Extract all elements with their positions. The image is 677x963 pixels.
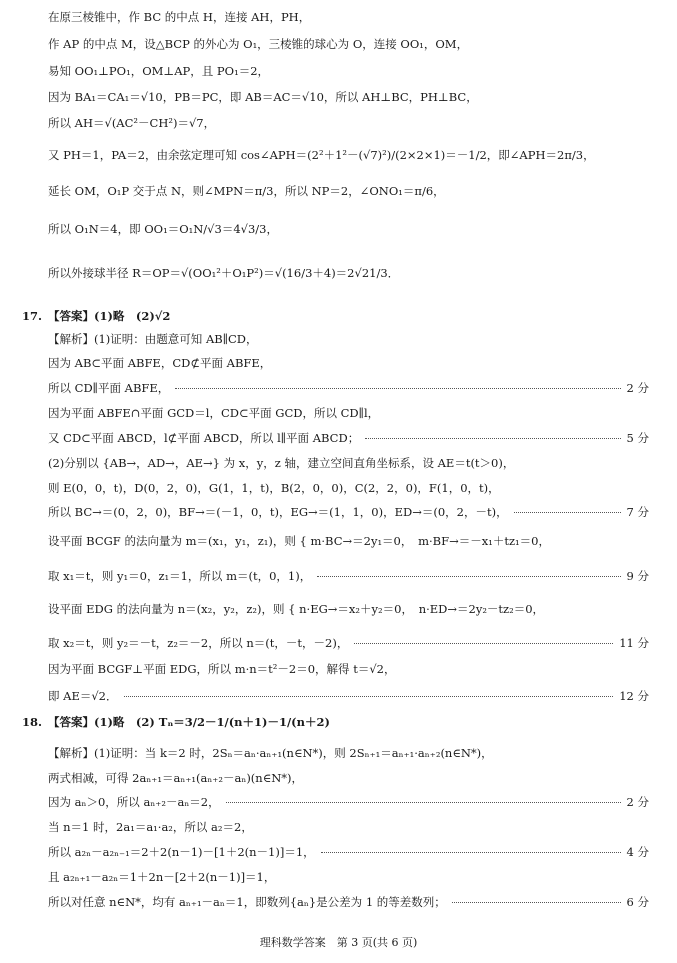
line-text: 所以 AH＝√(AC²－CH²)＝√7， [48, 116, 216, 130]
line-text: 所以 BC→＝(0，2，0)，BF→＝(－1，0，t)，EG→＝(1，1，0)，ED→＝(0，2，－t)， [48, 505, 508, 519]
line-text: 两式相减，可得 2aₙ₊₁＝aₙ₊₁(aₙ₊₂－aₙ)(n∈N*)， [48, 771, 304, 785]
line-text: 所以 CD∥平面 ABFE， [48, 381, 170, 395]
text-line [0, 328, 677, 350]
line-text: 【解析】(1)证明：由题意可知 AB∥CD， [48, 332, 258, 346]
text-line [0, 86, 677, 108]
line-text: 当 n＝1 时，2a₁＝a₁·a₂，所以 a₂＝2， [48, 820, 253, 834]
text-line [0, 33, 677, 55]
line-text: 【解析】(1)证明：当 k＝2 时，2Sₙ＝aₙ·aₙ₊₁(n∈N*)，则 2Sₙ₊₁＝aₙ₊₁·aₙ₊₂(n∈N*)， [48, 746, 493, 760]
line-text: 又 CD⊂平面 ABCD，l⊄平面 ABCD，所以 l∥平面 ABCD； [48, 431, 360, 445]
text-line [0, 501, 677, 523]
text-line [0, 685, 677, 707]
line-text: 则 E(0，0，t)，D(0，2，0)，G(1，1，t)，B(2，0，0)，C(2，2，0)，F(1，0，t)， [48, 481, 500, 495]
text-line [0, 711, 677, 733]
text-line [0, 180, 677, 202]
line-text: 因为 aₙ＞0，所以 aₙ₊₂－aₙ＝2， [48, 795, 220, 809]
score-label: 5 分 [626, 431, 649, 445]
question-number: 17. [22, 309, 43, 323]
dotted-leader [317, 576, 620, 577]
text-line [0, 262, 677, 284]
question-number: 18. [22, 715, 43, 729]
score-label: 11 分 [619, 636, 649, 650]
text-line [0, 791, 677, 813]
dotted-leader [514, 512, 621, 513]
line-text: 设平面 EDG 的法向量为 n＝(x₂，y₂，z₂)，则 { n·EG→＝x₂＋y₂＝0， n·ED→＝2y₂－tz₂＝0， [48, 602, 545, 616]
score-label: 2 分 [626, 381, 649, 395]
text-line [0, 632, 677, 654]
line-text: 在原三棱锥中，作 BC 的中点 H，连接 AH，PH， [48, 10, 311, 24]
line-text: 取 x₂＝t，则 y₂＝－t，z₂＝－2，所以 n＝(t，－t，－2)， [48, 636, 349, 650]
line-text: 延长 OM，O₁P 交于点 N，则∠MPN＝π/3，所以 NP＝2，∠ONO₁＝π/6， [48, 184, 445, 198]
score-label: 2 分 [626, 795, 649, 809]
text-line [0, 891, 677, 913]
text-line [0, 841, 677, 863]
text-line [0, 866, 677, 888]
text-line [0, 144, 677, 166]
line-text: 所以外接球半径 R＝OP＝√(OO₁²＋O₁P²)＝√(16/3＋4)＝2√21/3． [48, 266, 400, 280]
text-line [0, 352, 677, 374]
text-line [0, 305, 677, 327]
text-line [0, 477, 677, 499]
text-line [0, 6, 677, 28]
dotted-leader [452, 902, 621, 903]
line-text: 即 AE＝√2． [48, 689, 118, 703]
text-line [0, 598, 677, 620]
line-text: 且 a₂ₙ₊₁－a₂ₙ＝1＋2n－[2＋2(n－1)]＝1， [48, 870, 276, 884]
dotted-leader [321, 852, 621, 853]
line-text: 设平面 BCGF 的法向量为 m＝(x₁，y₁，z₁)，则 { m·BC→＝2y₁＝0， m·BF→＝－x₁＋tz₁＝0， [48, 534, 550, 548]
line-text: 作 AP 的中点 M，设△BCP 的外心为 O₁，三棱锥的球心为 O，连接 OO₁，OM， [48, 37, 469, 51]
line-text: 所以对任意 n∈N*，均有 aₙ₊₁－aₙ＝1，即数列{aₙ}是公差为 1 的等差数列； [48, 895, 446, 909]
text-line [0, 816, 677, 838]
text-line [0, 112, 677, 134]
dotted-leader [124, 696, 614, 697]
line-text: 所以 O₁N＝4，即 OO₁＝O₁N/√3＝4√3/3， [48, 222, 278, 236]
text-line [0, 402, 677, 424]
line-text: 所以 a₂ₙ－a₂ₙ₋₁＝2＋2(n－1)－[1＋2(n－1)]＝1， [48, 845, 315, 859]
dotted-leader [354, 643, 613, 644]
line-text: (2)分别以 {AB→，AD→，AE→} 为 x，y，z 轴，建立空间直角坐标系，设 AE＝t(t＞0)， [48, 456, 515, 470]
score-label: 4 分 [626, 845, 649, 859]
text-line [0, 565, 677, 587]
text-line [0, 452, 677, 474]
text-line [0, 218, 677, 240]
text-line [0, 530, 677, 552]
page-footer: 理科数学答案 第 3 页(共 6 页) [259, 936, 418, 949]
line-text: 因为平面 BCGF⊥平面 EDG，所以 m·n＝t²－2＝0，解得 t＝√2， [48, 662, 396, 676]
text-line [0, 427, 677, 449]
score-label: 7 分 [626, 505, 649, 519]
text-line [0, 742, 677, 764]
score-label: 12 分 [619, 689, 649, 703]
line-text: 因为平面 ABFE∩平面 GCD＝l，CD⊂平面 GCD，所以 CD∥l， [48, 406, 380, 420]
line-text: 【答案】(1)略 (2)√2 [48, 309, 171, 323]
line-text: 因为 BA₁＝CA₁＝√10，PB＝PC，即 AB＝AC＝√10，所以 AH⊥BC，PH⊥BC， [48, 90, 478, 104]
line-text: 因为 AB⊂平面 ABFE，CD⊄平面 ABFE， [48, 356, 272, 370]
text-line [0, 658, 677, 680]
dotted-leader [226, 802, 621, 803]
text-line [0, 767, 677, 789]
line-text: 易知 OO₁⊥PO₁，OM⊥AP，且 PO₁＝2， [48, 64, 270, 78]
text-line [0, 377, 677, 399]
line-text: 【答案】(1)略 (2) Tₙ＝3/2－1/(n＋1)－1/(n＋2) [48, 715, 330, 729]
dotted-leader [365, 438, 620, 439]
score-label: 6 分 [626, 895, 649, 909]
score-label: 9 分 [626, 569, 649, 583]
dotted-leader [175, 388, 620, 389]
text-line [0, 60, 677, 82]
line-text: 取 x₁＝t，则 y₁＝0，z₁＝1，所以 m＝(t，0，1)， [48, 569, 312, 583]
line-text: 又 PH＝1，PA＝2，由余弦定理可知 cos∠APH＝(2²＋1²－(√7)²)/(2×2×1)＝－1/2，即∠APH＝2π/3， [48, 148, 595, 162]
